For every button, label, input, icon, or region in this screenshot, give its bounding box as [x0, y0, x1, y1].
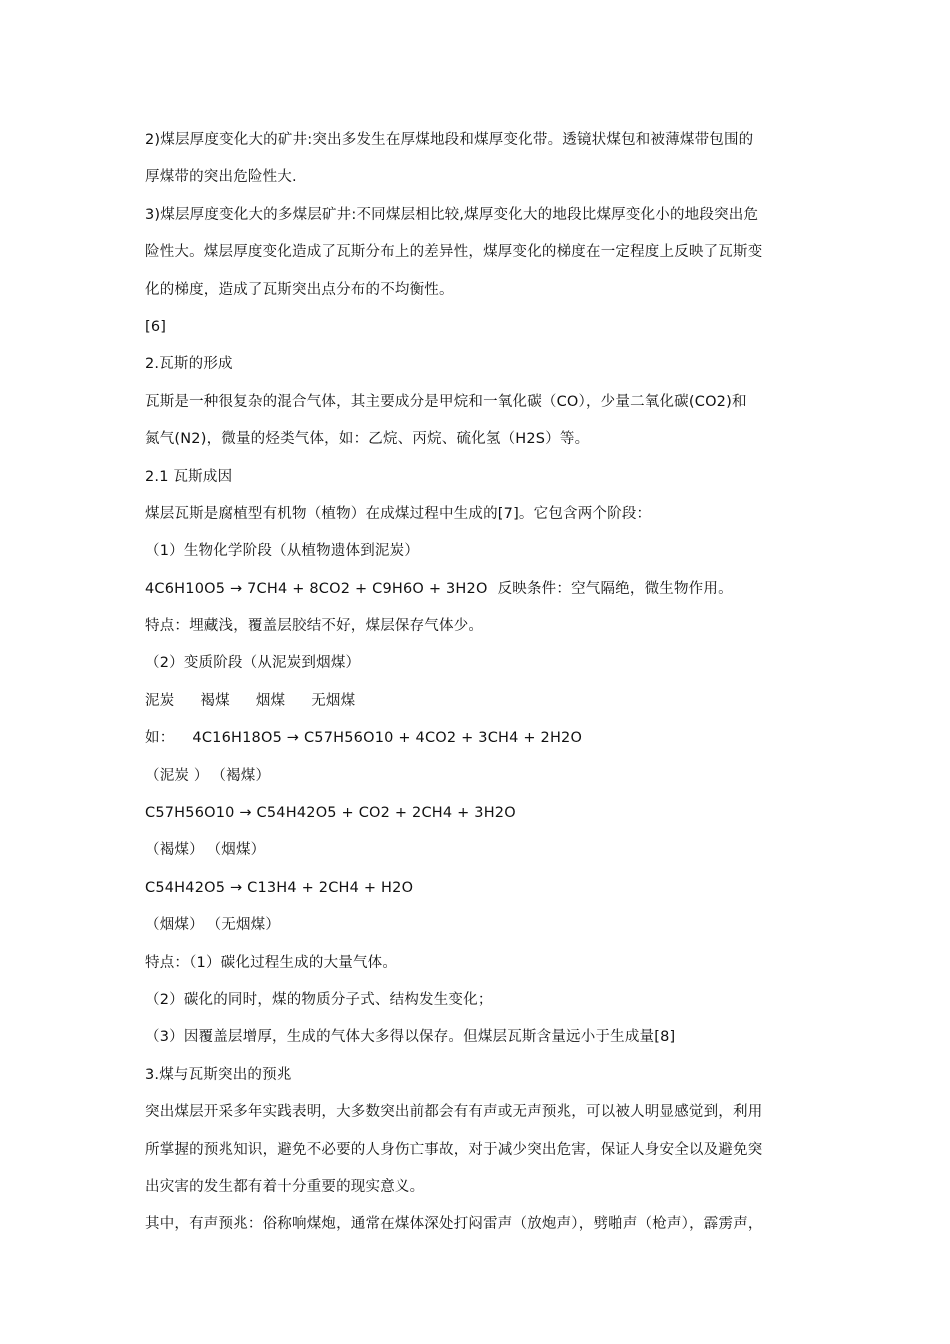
- feature-line: 特点：埋藏浅，覆盖层胶结不好，煤层保存气体少。: [145, 618, 484, 635]
- reaction-condition: 反映条件：空气隔绝，微生物作用。: [497, 580, 733, 597]
- paragraph-line: 3)煤层厚度变化大的多煤层矿井:不同煤层相比较,煤厚变化大的地段比煤厚变化小的地段突出危: [145, 206, 759, 223]
- section-heading: 3.煤与瓦斯突出的预兆: [145, 1066, 292, 1083]
- paragraph-line: 突出煤层开采多年实践表明，大多数突出前都会有有声或无声预兆，可以被人明显感觉到，利用: [145, 1104, 763, 1121]
- reference-marker: [6]: [145, 318, 167, 335]
- feature-line: （2）碳化的同时，煤的物质分子式、结构发生变化；: [145, 991, 493, 1008]
- reaction-line: [145, 571, 810, 608]
- example-prefix: 如：: [145, 730, 175, 747]
- chemical-equation: C57H56O10 → C54H42O5 + CO2 + 2CH4 + 3H2O: [145, 805, 516, 822]
- paragraph-line: 险性大。煤层厚度变化造成了瓦斯分布上的差异性，煤厚变化的梯度在一定程度上反映了瓦斯变: [145, 244, 763, 261]
- coal-rank-sequence: [145, 683, 810, 720]
- paragraph-line: 氮气(N2)，微量的烃类气体，如：乙烷、丙烷、硫化氢（H2S）等。: [145, 431, 590, 448]
- coal-rank: 烟煤: [255, 692, 286, 709]
- coal-rank: 泥炭: [145, 692, 175, 709]
- rank-to: （烟煤）: [213, 842, 266, 859]
- paragraph-line: 其中，有声预兆：俗称响煤炮，通常在煤体深处打闷雷声（放炮声），劈啪声（枪声），霹雳声，: [145, 1216, 763, 1233]
- paragraph-line: 厚煤带的突出危险性大.: [145, 169, 297, 186]
- chemical-equation: 4C6H10O5 → 7CH4 + 8CO2 + C9H6O + 3H2O: [145, 580, 488, 597]
- paragraph-line: 2)煤层厚度变化大的矿井:突出多发生在厚煤地段和煤厚变化带。透镜状煤包和被薄煤带包围的: [145, 132, 754, 148]
- reaction-rank-labels: [145, 758, 810, 795]
- paragraph-line: 化的梯度，造成了瓦斯突出点分布的不均衡性。: [145, 281, 454, 298]
- coal-rank: 无烟煤: [311, 692, 356, 709]
- paragraph-line: 出灾害的发生都有着十分重要的现实意义。: [145, 1178, 425, 1195]
- chemical-equation: C54H42O5 → C13H4 + 2CH4 + H2O: [145, 879, 414, 896]
- rank-from: （泥炭 ）: [145, 767, 209, 784]
- chemical-equation: 4C16H18O5 → C57H56O10 + 4CO2 + 3CH4 + 2H2O: [192, 730, 583, 747]
- feature-line: 特点：（1）碳化过程生成的大量气体。: [145, 954, 398, 971]
- stage-heading: （1）生物化学阶段（从植物遗体到泥炭）: [145, 543, 420, 560]
- subsection-heading: 2.1 瓦斯成因: [145, 468, 233, 485]
- reaction-rank-labels: [145, 907, 810, 944]
- coal-rank: 褐煤: [200, 692, 230, 709]
- stage-heading: （2）变质阶段（从泥炭到烟煤）: [145, 655, 361, 672]
- paragraph-line: 所掌握的预兆知识，避免不必要的人身伤亡事故，对于减少突出危害，保证人身安全以及避免突: [145, 1141, 763, 1158]
- paragraph-line: 瓦斯是一种很复杂的混合气体，其主要成分是甲烷和一氧化碳（CO），少量二氧化碳(CO2)和: [145, 393, 747, 410]
- section-heading: 2.瓦斯的形成: [145, 356, 233, 373]
- document-body: [145, 122, 810, 1244]
- rank-from: （烟煤）: [145, 917, 204, 934]
- rank-from: （褐煤）: [145, 842, 204, 859]
- rank-to: （褐煤）: [218, 767, 271, 784]
- paragraph-line: 煤层瓦斯是腐植型有机物（植物）在成煤过程中生成的[7]。它包含两个阶段：: [145, 505, 652, 522]
- reaction-line: [145, 720, 810, 757]
- rank-to: （无烟煤）: [213, 917, 281, 934]
- feature-line: （3）因覆盖层增厚，生成的气体大多得以保存。但煤层瓦斯含量远小于生成量[8]: [145, 1029, 676, 1046]
- reaction-rank-labels: [145, 832, 810, 869]
